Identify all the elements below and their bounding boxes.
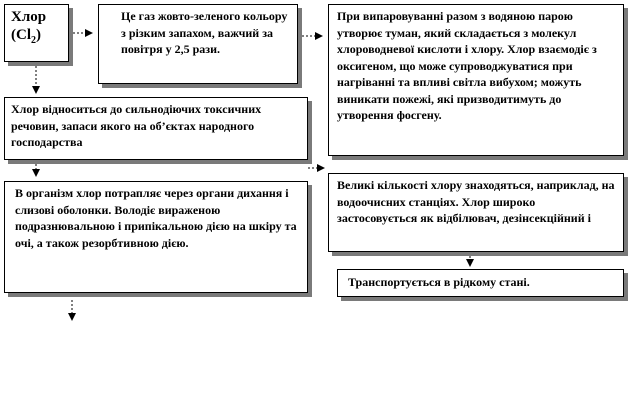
transport-box — [337, 269, 624, 297]
storage-and-use-text: Великі кількості хлору знаходяться, наприклад, на водоочисних станціях. Хлор широко застосовується як відбілювач, дезінсекційний і — [337, 178, 615, 225]
toxicity-box — [4, 97, 308, 160]
title-formula-prefix: (Cl — [11, 27, 31, 43]
gas-description-text: Це газ жовто-зеленого кольору з різким запахом, важчий за повітря у 2,5 рази. — [121, 9, 288, 56]
organism-entry-text: В організм хлор потрапляє через органи дихання і слизові оболонки. Володіє вираженою подразнювальною і припікальною дією на шкіру та очі, а також резорбтивною дією. — [15, 186, 297, 250]
title-name: Хлор — [11, 9, 47, 25]
organism-entry-box — [4, 181, 308, 293]
gas-description-box — [98, 4, 298, 84]
toxicity-text: Хлор відноситься до сильнодіючих токсичних речовин, запаси якого на об’єктах народного господарства — [11, 102, 262, 149]
title-formula-subscript: 2 — [31, 35, 36, 46]
title-box — [4, 4, 69, 62]
evaporation-text: При випаровуванні разом з водяною парою утворює туман, який складається з молекул хлороводневої кислоти і хлору. Хлор взаємодіє з оксигеном, що може супроводжуватися при нагріванні та впливі світла вибухом; можуть виникати пожежі, які призводитимуть до утворення фосгену. — [337, 9, 597, 122]
evaporation-box — [328, 4, 624, 156]
title-formula-suffix: ) — [36, 27, 41, 43]
transport-text: Транспортується в рідкому стані. — [348, 275, 530, 289]
storage-and-use-box — [328, 173, 624, 252]
